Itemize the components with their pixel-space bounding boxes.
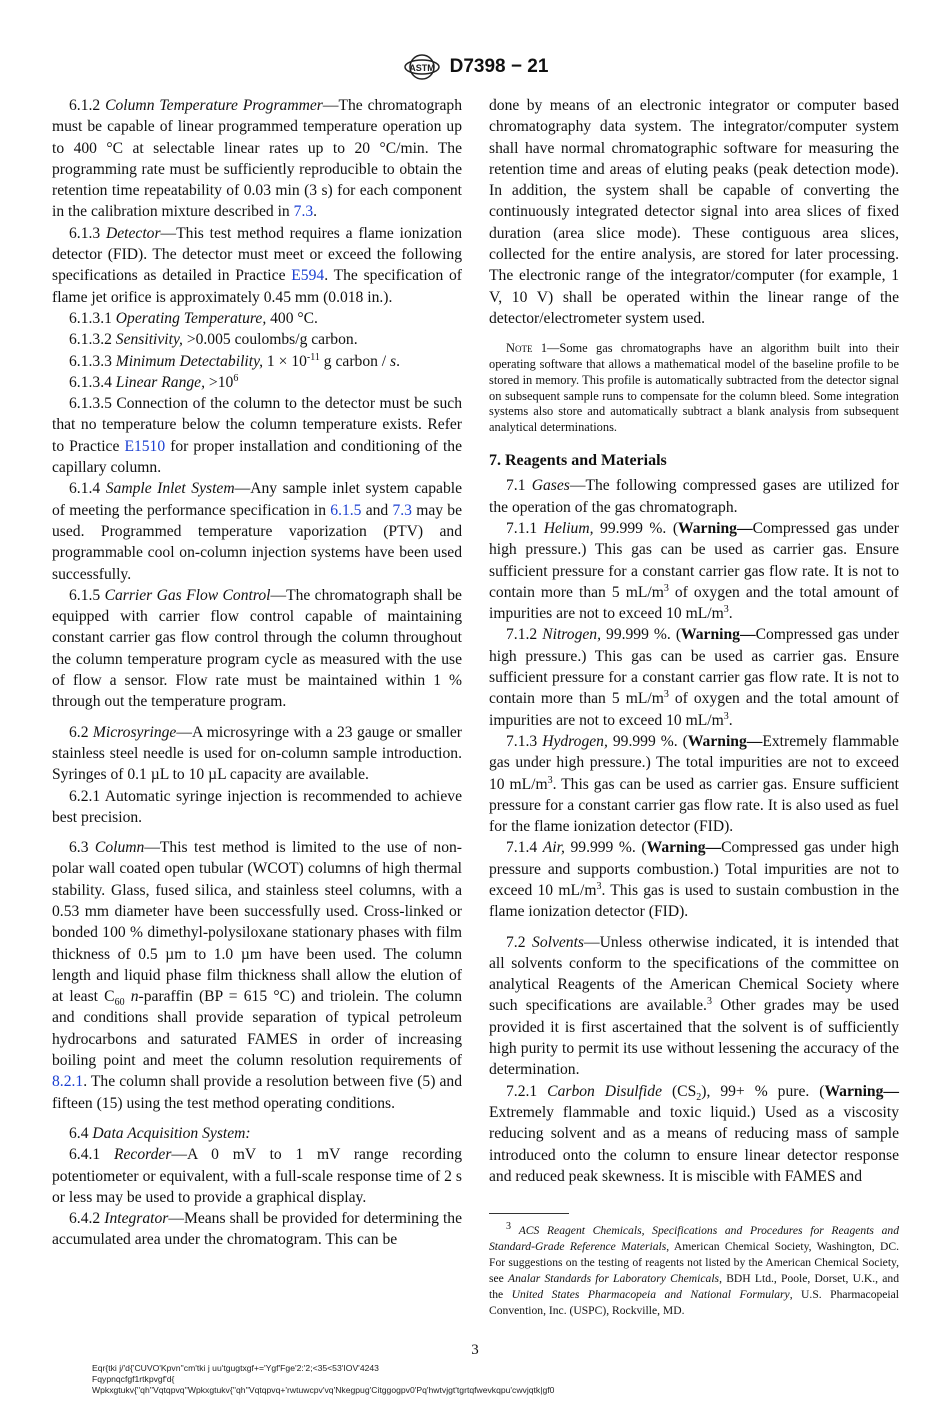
section-link[interactable]: 8.2.1 xyxy=(52,1073,84,1091)
text-run: -paraffin (BP = 615 °C) and triolein. The column and conditions shall provide separation of typical petroleum hydrocarbons and saturated FAMES in order of increasing boiling point and meet the column resolution requirements of xyxy=(52,988,462,1070)
text-run: . xyxy=(728,711,733,729)
italic-text: United States Pharmacopeia and National Formulary xyxy=(511,1288,790,1302)
text-run: 1 × 10 xyxy=(263,352,307,370)
italic-text: Carrier Gas Flow Control xyxy=(104,586,271,604)
text-run: , U.S. Pharmacopeial Convention, Inc. (USPC), Rockville, MD. xyxy=(489,1288,900,1318)
superscript: 3 xyxy=(723,710,729,722)
italic-text: Microsyringe xyxy=(92,723,177,741)
text-run: Compressed gas under high pressure.) This gas can be used as carrier gas. Ensure sufficient pressure for a constant carrier gas flow rate. It is not to contain more than 5 mL/m xyxy=(489,626,899,708)
document-id: D7398 − 21 xyxy=(449,56,549,77)
italic-text: Detector xyxy=(105,224,161,242)
italic-text: Sample Inlet System xyxy=(105,480,235,498)
text-run: 6.1.3.5 Connection of the column to the detector must be such that no temperature below the column temperature exists. Refer to Practice xyxy=(52,395,462,455)
left-column xyxy=(52,95,462,1251)
text-run: 6.1.3.1 xyxy=(69,309,116,327)
text-run: —This test method is limited to the use of non-polar wall coated open tubular (WCOT) columns of high thermal stability. Glass, fused silica, and stainless steel columns, with a 0.53 mm diameter have been successfully used. Cross-linked or bonded 100 % dimethyl-polysiloxane stationary phases with film thickness of 0.5 µm to 1.0 µm have been used. The column length and liquid phase film thickness shall allow the elution of at least C xyxy=(52,839,463,1006)
text-run: may be used. Programmed temperature vaporization (PTV) and programmable cool on-column injection systems have been used successfully. xyxy=(52,501,463,583)
text-run: 6.4.1 xyxy=(69,1146,114,1164)
footer-line: Fqypnqcfgf1rtkpvgf'd{ xyxy=(92,1374,175,1385)
text-run: 7.1.1 xyxy=(506,519,544,537)
license-footer xyxy=(92,1363,950,1396)
paragraph xyxy=(52,786,462,829)
italic-text: Air, xyxy=(542,839,565,857)
paragraph xyxy=(489,624,899,730)
paragraph xyxy=(489,837,899,922)
paragraph xyxy=(52,837,462,1114)
text-run: —A 0 mV to 1 mV range recording potentiometer or equivalent, with a full-scale response time of 2 s or less may be used to provide a graphical display. xyxy=(52,1146,462,1206)
text-run: 7.1 xyxy=(506,477,532,495)
text-run: Compressed gas under high pressure.) This gas can be used as carrier gas. Ensure sufficient pressure for a constant carrier gas flow rate. It is not to contain more than 5 mL/m xyxy=(489,519,899,601)
text-run: —The following compressed gases are utilized for the operation of the gas chromatograph. xyxy=(489,477,899,516)
section-link[interactable]: 7.3 xyxy=(293,203,314,221)
paragraph xyxy=(52,722,462,786)
italic-text: Data Acquisition System: xyxy=(92,1124,251,1142)
text-run: 6.4 xyxy=(69,1124,93,1142)
text-run: —Any sample inlet system capable of meeting the performance specification in xyxy=(52,480,462,519)
text-run: 99.999 %. ( xyxy=(564,839,647,857)
italic-text: Linear Range, xyxy=(115,373,206,391)
text-run: 7.2 xyxy=(506,933,533,951)
text-run: 6.2.1 Automatic syringe injection is recommended to achieve best precision. xyxy=(52,787,462,826)
section-link[interactable]: E594 xyxy=(291,267,325,285)
superscript: -11 xyxy=(306,351,320,363)
paragraph xyxy=(52,1123,462,1144)
text-run: of oxygen and the total amount of impurities are not to exceed 10 mL/m xyxy=(489,690,899,729)
italic-text: Minimum Detectability, xyxy=(115,352,264,370)
text-run: >0.005 coulombs/g carbon. xyxy=(182,331,358,349)
text-run: of oxygen and the total amount of impurities are not to exceed 10 mL/m xyxy=(489,583,899,623)
warning-label: Warning— xyxy=(687,732,763,750)
italic-text: Operating Temperature, xyxy=(115,309,267,327)
page-header xyxy=(0,0,950,86)
section-link[interactable]: 7.3 xyxy=(392,501,412,519)
right-column xyxy=(489,95,899,1187)
paragraph xyxy=(52,372,462,393)
text-run: —A microsyringe with a 23 gauge or smaller stainless steel needle is used for on-column sample introduction. Syringes of 0.1 µL to 10 µL capacity are available. xyxy=(52,723,462,784)
note-paragraph xyxy=(489,341,899,436)
text-run: . This gas is used to sustain combustion in the flame ionization detector (FID). xyxy=(489,881,899,921)
superscript: 6 xyxy=(233,372,239,384)
text-run: >10 xyxy=(205,373,234,391)
text-run: —Unless otherwise indicated, it is intended that all solvents conform to the specifications of the committee on analytical Reagents of the American Chemical Society where such specifications are available. xyxy=(489,933,899,1015)
text-run: 99.999 %. ( xyxy=(593,519,679,537)
paragraph xyxy=(52,478,462,584)
text-run: 7.2.1 xyxy=(506,1082,548,1100)
text-run: 6.1.2 xyxy=(69,97,106,114)
superscript: 3 xyxy=(663,582,669,594)
superscript: 3 xyxy=(547,774,553,786)
text-run: 6.4.2 xyxy=(69,1210,105,1228)
superscript: 3 xyxy=(506,1221,511,1233)
text-run: g carbon / xyxy=(319,352,391,370)
text-run: . The specification of flame jet orifice is approximately 0.45 mm (0.018 in.). xyxy=(52,267,463,306)
text-run: 6.1.5 xyxy=(69,586,105,604)
text-run: 6.1.3.2 xyxy=(69,331,116,349)
superscript: 3 xyxy=(723,603,729,615)
paragraph xyxy=(52,308,462,329)
paragraph xyxy=(52,585,462,713)
text-run: —The chromatograph must be capable of linear programmed temperature operation up to 400 °C at selectable linear rates up to 20 °C/min. The programming rate must be sufficiently reproducible to obtain the retention time repeatability of 0.03 min (3 s) for each component in the calibration mixture described in xyxy=(52,97,462,221)
text-run: 400 °C. xyxy=(266,309,318,327)
right-column-wrapper xyxy=(489,95,899,1319)
paragraph xyxy=(52,1208,462,1251)
paragraph xyxy=(489,95,899,329)
text-run: 99.999 %. ( xyxy=(601,626,682,644)
text-run: , American Chemical Society, Washington, DC. For suggestions on the testing of reagents not listed by the American Chemical Society, see xyxy=(489,1240,899,1286)
text-run: 6.2 xyxy=(69,723,93,741)
footer-line: Wpkxgtukv{''qh''Vqtqpvq''Wpkxgtukv{''qh''Vqtqpvq+'rwtuwcpv'vq'Nkegpug'Citggogpv0'Pq'hwtvjgt'tgrtqfwevkqpu'cwvjqtk|gf0 xyxy=(92,1385,555,1396)
italic-text: Solvents xyxy=(532,933,584,951)
warning-label: Warning— xyxy=(824,1082,899,1100)
text-run: , BDH Ltd., Poole, Dorset, U.K., and the xyxy=(489,1272,899,1302)
text-run: 7.1.4 xyxy=(506,839,543,857)
italic-text: Nitrogen, xyxy=(542,626,601,644)
paragraph xyxy=(489,731,899,837)
text-run: —The chromatograph shall be equipped with carrier flow control capable of maintaining constant carrier gas flow control through the column throughout the column temperature program cycle as measured with the use of flow a sensor. Flow rate must be maintained within 1 % through out the temperature program. xyxy=(52,586,462,711)
italic-text: Carbon Disulfide xyxy=(547,1082,662,1100)
text-run: —Means shall be provided for determining the accumulated area under the chromatogram. This can be xyxy=(52,1210,462,1249)
text-run: . xyxy=(396,352,401,370)
text-run: 7. Reagents and Materials xyxy=(489,452,667,470)
text-run: 6.1.3.3 xyxy=(69,352,116,370)
note-label: Note 1 xyxy=(506,341,548,356)
italic-text: ACS Reagent Chemicals, Specifications and Procedures for Reagents and Standard-Grade Reference Materials xyxy=(489,1224,899,1254)
subscript: 2 xyxy=(696,1091,702,1103)
paragraph xyxy=(489,932,899,1081)
paragraph xyxy=(52,223,462,308)
section-link[interactable]: 6.1.5 xyxy=(330,501,362,519)
subscript: 60 xyxy=(114,997,125,1009)
text-run: . This gas can be used as carrier gas. Ensure sufficient pressure for a constant carrier gas flow rate. It is also used as fuel for the flame ionization detector (FID). xyxy=(489,775,900,836)
text-run: 7.1.3 xyxy=(506,732,543,750)
italic-text: Hydrogen, xyxy=(542,732,608,750)
paragraph xyxy=(489,475,899,518)
text-run: for proper installation and conditioning of the capillary column. xyxy=(52,437,462,477)
two-column-body xyxy=(0,95,950,1319)
astm-logo-icon xyxy=(402,52,442,82)
warning-label: Warning— xyxy=(646,839,722,857)
footer-line: Eqr{tki j/'d{'CUVO'Kpvn''cm'tki j uu'tgugtxgf+='Ygf'Fge'2:'2;<35<53'IOV'4243 xyxy=(92,1363,379,1374)
italic-text: Analar Standards for Laboratory Chemicals xyxy=(508,1272,720,1286)
text-run: 6.1.4 xyxy=(69,480,106,498)
italic-text: Gases xyxy=(531,477,570,495)
text-run: Other grades may be used provided it is first ascertained that the solvent is of sufficiently high purity to permit its use without lessening the accuracy of the determination. xyxy=(489,997,899,1079)
text-run: 6.1.3 xyxy=(69,224,106,242)
footnote-divider xyxy=(489,1213,569,1214)
superscript: 3 xyxy=(663,689,669,701)
text-run: Extremely flammable and toxic liquid.) Used as a viscosity reducing solvent and as a means of reducing mass of sample introduced onto the column to ensure linear detector response and reduced peak skewness. It is miscible with FAMES and xyxy=(489,1103,899,1185)
italic-text: Integrator xyxy=(104,1210,169,1228)
text-run: 99.999 %. ( xyxy=(607,732,688,750)
page-number: 3 xyxy=(471,1342,479,1359)
italic-text: Sensitivity, xyxy=(115,331,183,349)
text-run xyxy=(511,1224,519,1237)
italic-text: Column xyxy=(94,839,145,857)
italic-text: n xyxy=(130,988,139,1006)
text-run: —Some gas chromatographs have an algorithm built into their operating software that allows a mathematical model of the baseline profile to be stored in memory. This profile is automatically subtracted from the detector signal on subsequent sample runs to compensate for the column bleed. Some integration systems also store and automatically subtract a blank analysis from subsequent analytical determinations. xyxy=(489,341,899,435)
section-heading xyxy=(489,450,899,471)
text-run: and xyxy=(361,501,393,519)
text-run: (CS xyxy=(662,1082,697,1100)
paragraph xyxy=(489,1081,899,1187)
text-run: 6.1.3.4 xyxy=(69,373,116,391)
text-run: . The column shall provide a resolution between five (5) and fifteen (15) using the test method operating conditions. xyxy=(52,1073,462,1112)
warning-label: Warning— xyxy=(678,519,753,537)
text-run: done by means of an electronic integrator or computer based chromatography data system. The integrator/computer system shall have normal chromatographic software for measuring the retention time and areas of eluting peaks (peak detection mode). In addition, the system shall be capable of converting the continuously integrated detector signal into area slices of fixed duration (area slice mode). These contiguous area slices, collected for the entire analysis, are stored for later processing. The electronic range of the integrator/computer (for example, 1 V, 10 V) shall be operated within the linear range of the detector/electrometer system used. xyxy=(489,97,899,327)
superscript: 3 xyxy=(596,880,602,892)
text-run: Compressed gas under high pressure and supports combustion.) Total impurities are not to exceed 10 mL/m xyxy=(489,839,899,899)
text-run: 6.3 xyxy=(69,839,95,857)
italic-text: Recorder xyxy=(113,1146,172,1164)
text-run: ), 99+ % pure. ( xyxy=(701,1082,825,1100)
paragraph xyxy=(489,518,899,624)
paragraph xyxy=(52,351,462,372)
paragraph xyxy=(52,329,462,350)
italic-text: Column Temperature Programmer xyxy=(105,97,323,114)
warning-label: Warning— xyxy=(681,626,756,644)
text-run: . xyxy=(728,605,733,623)
text-run: —This test method requires a flame ionization detector (FID). The detector must meet or exceed the following specifications as detailed in Practice xyxy=(52,224,463,285)
footnote xyxy=(489,1223,899,1319)
paragraph xyxy=(52,95,462,223)
text-run: Extremely flammable gas under high pressure.) The total impurities are not to exceed 10 mL/m xyxy=(489,732,899,793)
paragraph xyxy=(52,393,462,478)
italic-text: s xyxy=(390,352,397,370)
text-run: . xyxy=(313,203,318,221)
section-link[interactable]: E1510 xyxy=(124,437,166,455)
paragraph xyxy=(52,1144,462,1208)
svg-text:ASTM: ASTM xyxy=(408,63,435,73)
italic-text: Helium, xyxy=(543,519,594,537)
superscript: 3 xyxy=(706,996,712,1008)
text-run: 7.1.2 xyxy=(506,626,543,644)
